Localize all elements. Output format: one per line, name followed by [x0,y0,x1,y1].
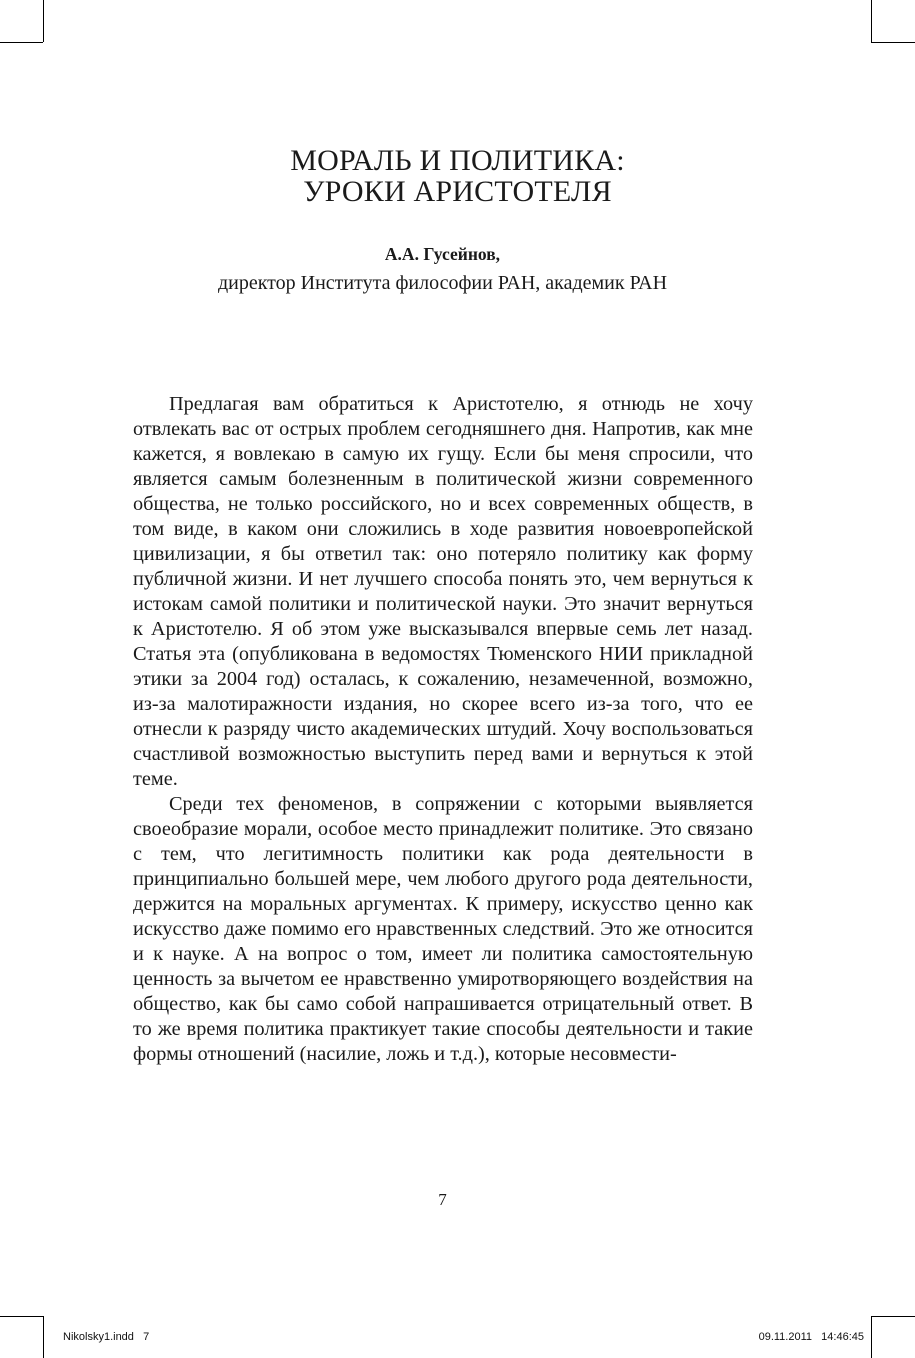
chapter-title [0,145,915,207]
author-affiliation: директор Института философии РАН, академик РАН [217,272,668,294]
crop-mark-bottom-right-horizontal [871,1316,915,1317]
crop-mark-bottom-left-vertical [43,1316,44,1358]
crop-mark-top-right-horizontal [871,42,915,43]
crop-mark-bottom-right-vertical [871,1316,872,1358]
slug-filename: Nikolsky1.indd 7 [63,1331,150,1343]
crop-mark-top-left-vertical [43,0,44,42]
paragraph: Среди тех феноменов, в сопряжении с которыми выявляется своеобразие морали, особое место принадлежит политике. Это связано с тем, что легитимность политики как рода деятельности в принципиально большей мере, чем любого другого рода деятельности, держится на моральных аргументах. К примеру, искусство ценно как искусство даже помимо его нравственных следствий. Это же относится и к науке. А на вопрос о том, имеет ли политика самостоятельную ценность за вычетом ее нравственно умиротворяющего воздействия на общество, как бы само собой напрашивается отрицательный ответ. В то же время политика практикует такие способы деятельности и такие формы отношений (насилие, ложь и т.д.), которые несовмести- [133,793,753,1065]
crop-mark-top-left-horizontal [0,42,43,43]
paragraph: Предлагая вам обратиться к Аристотелю, я отнюдь не хочу отвлекать вас от острых проблем сегодняшнего дня. Напротив, как мне кажется, я вовлекаю в самую их гущу. Если бы меня спросили, что является самым болезненным в политической жизни современного общества, не только российского, но и всех современных обществ, в том виде, в каком они сложились в ходе развития новоевропейской цивилизации, я бы ответил так: оно потеряло политику как форму публичной жизни. И нет лучшего способа понять это, чем вернуться к истокам самой политики и политической науки. Это значит вернуться к Аристотелю. Я об этом уже высказывался впервые семь лет назад. Статья эта (опубликована в ведомостях Тюменского НИИ прикладной этики за 2004 год) осталась, к сожалению, незамеченной, возможно, из-за малотиражности издания, но скорее всего из-за того, что ее отнесли к разряду чисто академических штудий. Хочу воспользоваться счастливой возможностью выступить перед вами и вернуться к этой теме. [133,393,753,790]
chapter-title-line-1: МОРАЛЬ И ПОЛИТИКА: [290,144,625,177]
chapter-title-line-2: УРОКИ АРИСТОТЕЛЯ [303,175,612,208]
slug-timestamp: 09.11.2011 14:46:45 [758,1331,864,1343]
article-body [133,392,753,1067]
page-number: 7 [438,1190,447,1209]
crop-mark-top-right-vertical [871,0,872,42]
author-name: А.А. Гусейнов, [384,244,501,264]
crop-mark-bottom-left-horizontal [0,1316,43,1317]
